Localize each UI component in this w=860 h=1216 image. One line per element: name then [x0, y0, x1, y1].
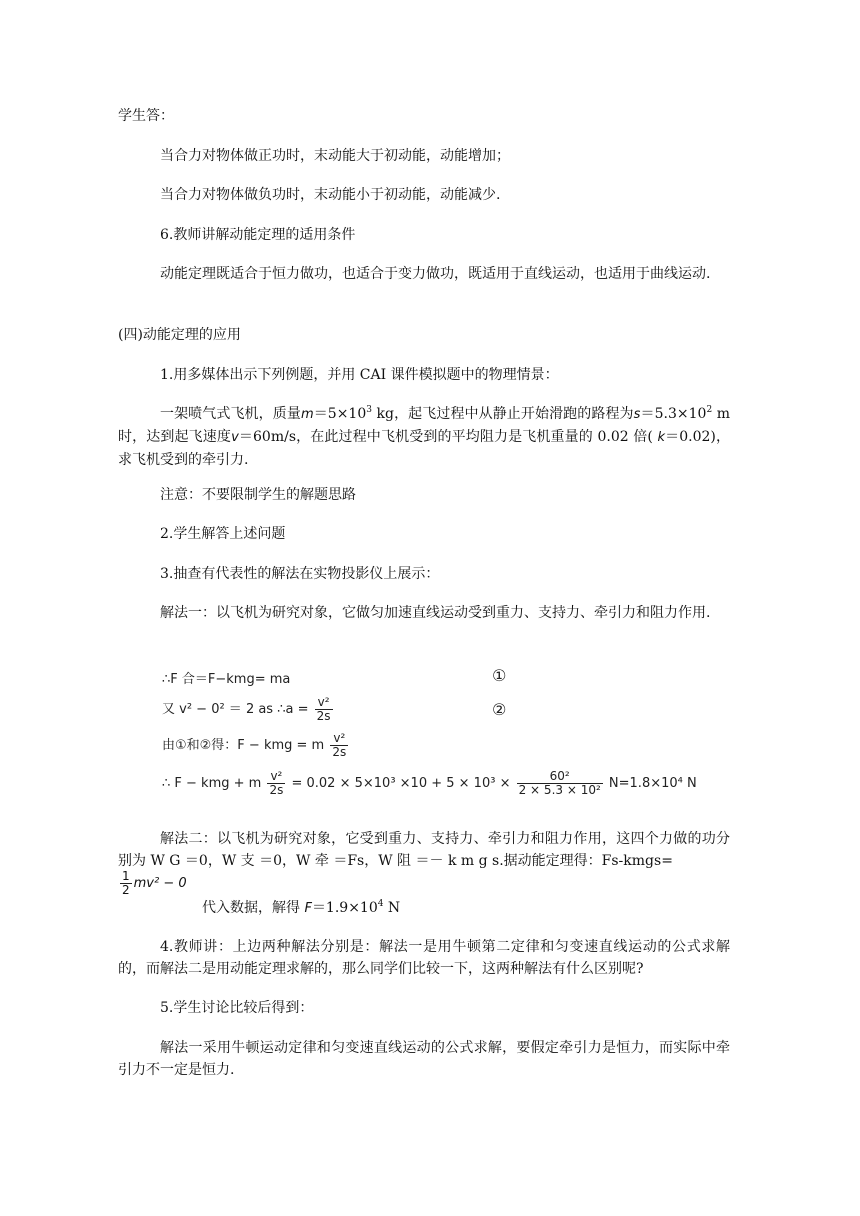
paragraph-applicability: 动能定理既适合于恒力做功，也适合于变力做功，既适用于直线运动，也适用于曲线运动.: [160, 266, 711, 282]
paragraph-solution-1: 解法一：以飞机为研究对象，它做匀加速直线运动受到重力、支持力、牵引力和阻力作用.: [160, 605, 711, 621]
equation-mark-2: ②: [492, 700, 507, 719]
paragraph-item-5: 5.学生讨论比较后得到：: [160, 1000, 314, 1016]
paragraph-item-6: 6.教师讲解动能定理的适用条件: [160, 227, 356, 243]
formula-line-1: ∴F 合＝F−kmg= ma: [162, 672, 291, 687]
equation-mark-1: ①: [492, 666, 507, 685]
formula-half-mv2: $\frac{1}{2}$ mv² − 0: [122, 869, 187, 897]
formula-line-3: 由①和②得：F − kmg = m $\frac{\text{v²}}{2s}$: [162, 731, 347, 759]
paragraph-negative-work: 当合力对物体做负功时，末动能小于初动能，动能减少.: [160, 187, 501, 203]
paragraph-comparison: 解法一采用牛顿运动定律和匀变速直线运动的公式求解，要假定牵引力是恒力，而实际中牵引力不一定是恒力.: [118, 1040, 730, 1078]
paragraph-solution-2-result: 代入数据，解得 $F=1.9\times 10^4$ N: [202, 899, 401, 916]
formula-line-2: 又 v² − 0² ＝ 2 as ∴a = $\frac{\text{v²}}{2s}$: [162, 695, 331, 723]
paragraph-item-2: 2.学生解答上述问题: [160, 526, 286, 542]
paragraph-student-answer: 学生答：: [118, 108, 174, 124]
paragraph-positive-work: 当合力对物体做正功时，末动能大于初动能，动能增加；: [160, 148, 510, 164]
formula-image-solution-1: [162, 660, 697, 810]
paragraph-item-1: 1.用多媒体出示下列例题，并用 CAI 课件模拟题中的物理情景：: [160, 367, 559, 383]
paragraph-solution-2: 解法二：以飞机为研究对象，它受到重力、支持力、牵引力和阻力作用，这四个力做的功分别为 W G ＝0，W 支 ＝0，W 牵 ＝Fs，W 阻 ＝－ k m g s.据动能定理得：Fs-kmgs=: [118, 831, 730, 869]
paragraph-item-4: 4.教师讲：上边两种解法分别是：解法一是用牛顿第二定律和匀变速直线运动的公式求解的，而解法二是用动能定理求解的，那么同学们比较一下，这两种解法有什么区别呢?: [118, 939, 730, 977]
formula-line-4: ∴ F − kmg + m $\frac{\text{v²}}{2s}$ = 0.02 × 5×10³ ×10 + 5 × 10³ × $\frac{\text{60²}}{\text{2 × 5.3 × 10²}}$ N=1.8×10⁴ N: [162, 769, 697, 797]
paragraph-note: 注意：不要限制学生的解题思路: [160, 487, 356, 503]
section-heading-application: (四)动能定理的应用: [118, 327, 241, 343]
paragraph-problem: 一架喷气式飞机，质量$m=5\times 10^3$ kg，起飞过程中从静止开始滑跑的路程为$s=5.3\times 10^2$ m时，达到起飞速度v＝60m/s，在此过程中飞机受到的平均阻力是飞机重量的 0.02 倍( k＝0.02)，求飞机受到的牵引力.: [118, 405, 731, 468]
paragraph-item-3: 3.抽查有代表性的解法在实物投影仪上展示：: [160, 566, 440, 582]
